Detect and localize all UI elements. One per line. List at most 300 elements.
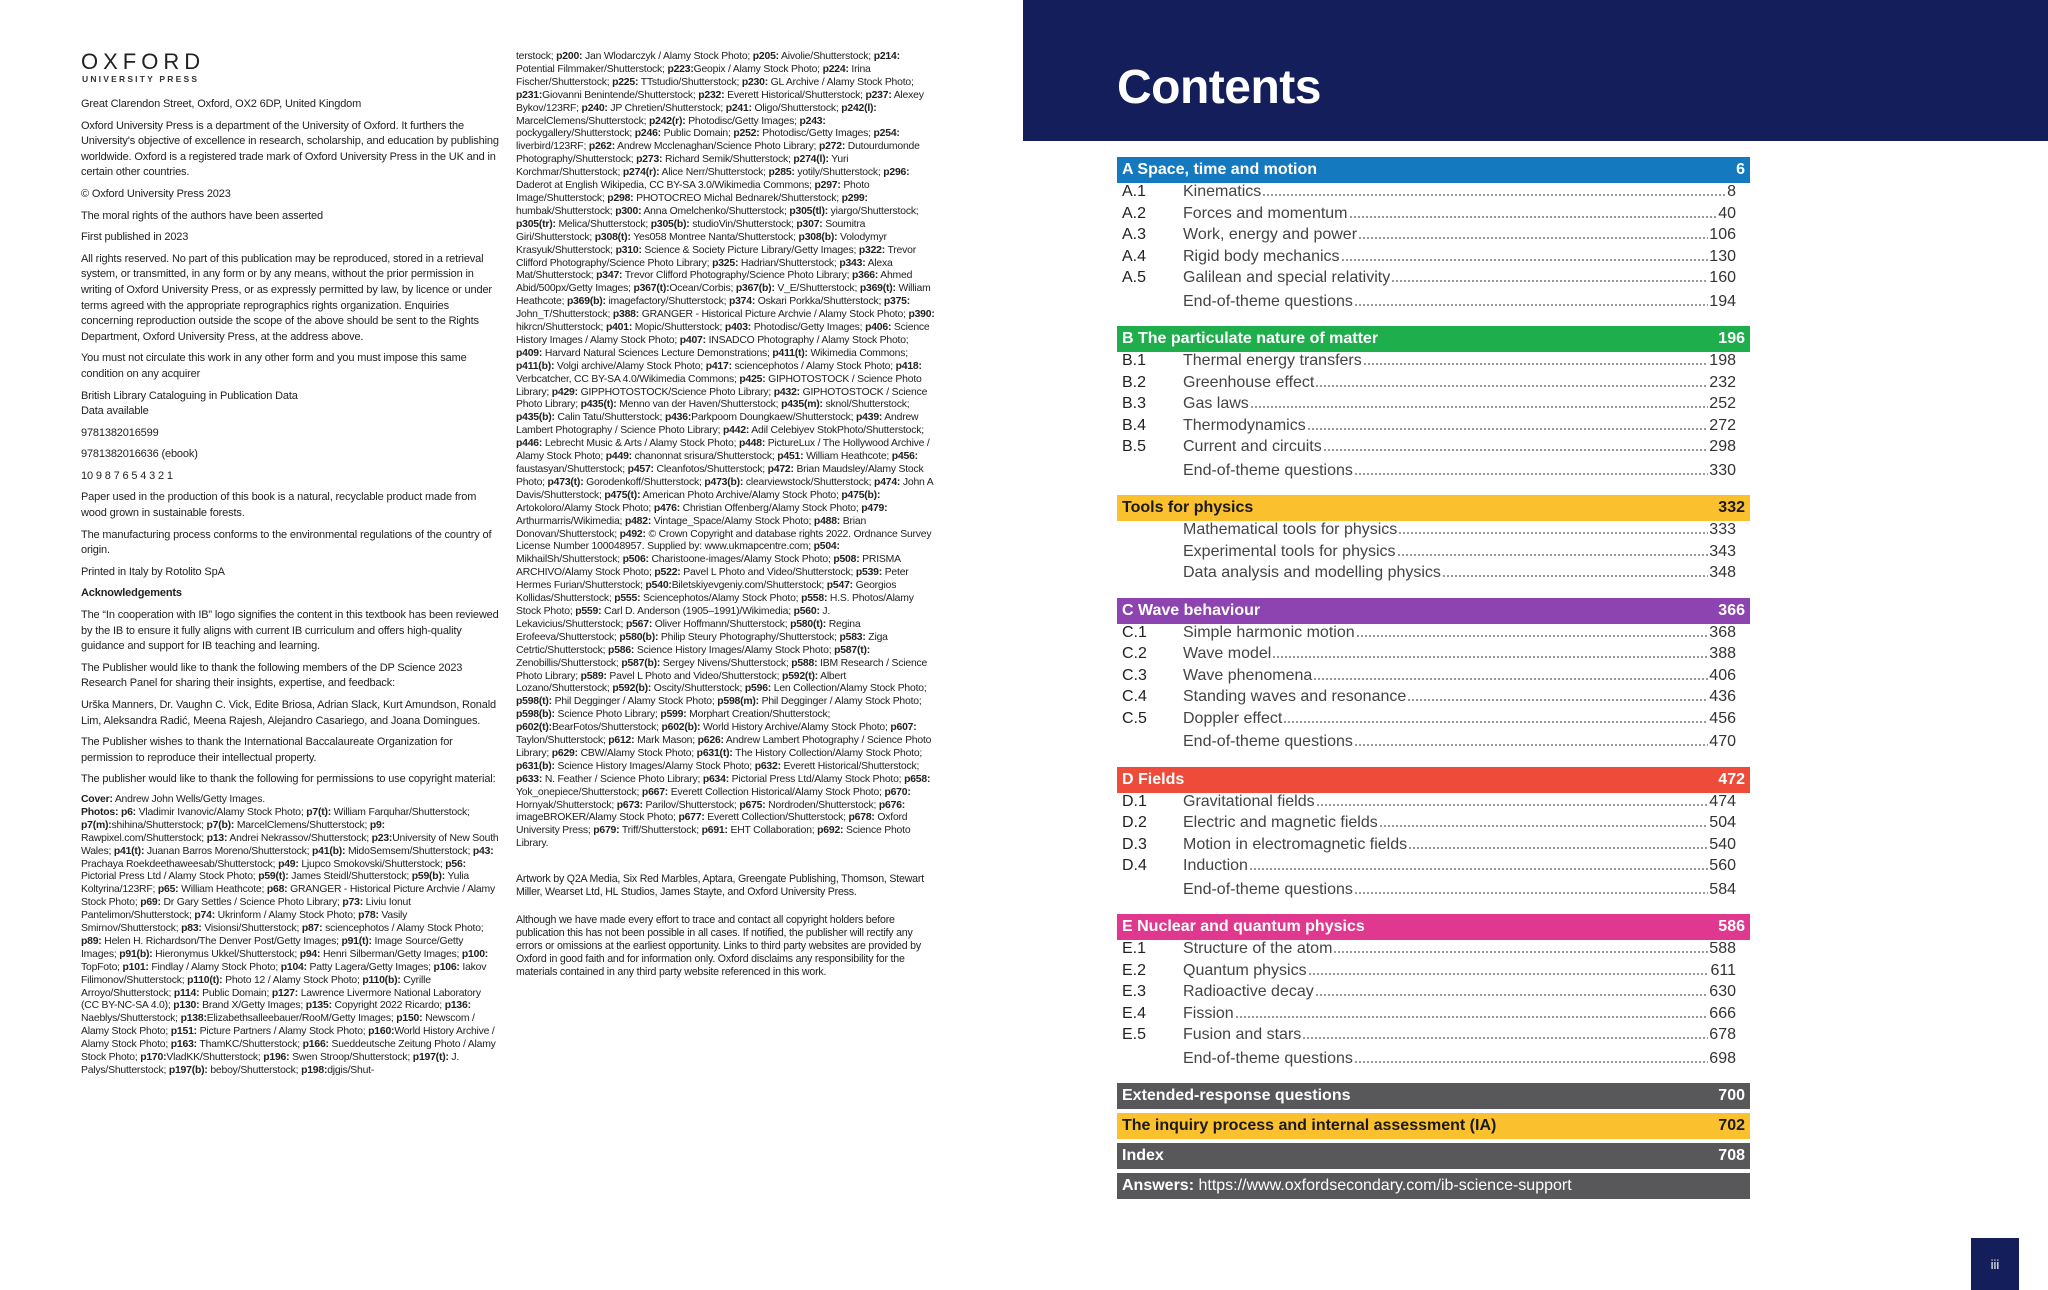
credit-page-ref: p310: (615, 244, 642, 256)
credit-page-ref: p555: (614, 593, 641, 605)
entry-page: 388 (1709, 645, 1736, 662)
credit-source: Adil Celebiyev StokPhoto/Shutterstock; (749, 425, 924, 437)
credit-source: William Heathcote; (803, 451, 892, 463)
toc-entry[interactable] (1117, 1026, 1750, 1048)
credit-page-ref: p23: (371, 832, 393, 844)
entry-code: C.5 (1122, 709, 1147, 727)
credit-source: yiargo/Shutterstock; (827, 205, 919, 217)
entry-title: Electric and magnetic fields (1183, 814, 1378, 831)
credit-source: liverbird/123RF; (516, 141, 589, 153)
credit-page-ref: p435(m): (781, 399, 823, 411)
toc-entry[interactable] (1117, 1005, 1750, 1027)
entry-title: Wave phenomena (1183, 666, 1313, 684)
credit-page-ref: p583: (839, 631, 866, 643)
dot-leader (1316, 796, 1709, 806)
toc-entry[interactable] (1117, 857, 1750, 879)
entry-title: End-of-theme questions (1183, 880, 1353, 898)
dot-leader (1363, 355, 1709, 365)
credit-page-ref: p558: (801, 593, 828, 605)
credit-source: Gorodenkoff/Shutterstock; (583, 476, 705, 488)
entry-code: E.2 (1122, 961, 1147, 979)
entry-code: D.1 (1122, 792, 1147, 810)
credit-page-ref: p237: (865, 89, 892, 101)
toc-section (1117, 495, 1750, 586)
contents-header (1023, 0, 2048, 141)
credit-source: Volodymyr Krasyuk/Shutterstock; (516, 231, 887, 256)
isbn-ebook: 9781382016636 (ebook) (81, 448, 198, 461)
credit-source: Hadrian/Shutterstock; (738, 257, 840, 269)
entry-title: Induction (1183, 857, 1248, 874)
credit-page-ref: p252: (733, 128, 760, 140)
credit-source: TopFoto; (81, 961, 123, 973)
toc-back-matter (1117, 1083, 1750, 1199)
credit-source: sknol/Shutterstock; (822, 399, 910, 411)
credit-page-ref: p308(b): (798, 231, 838, 243)
credit-page-ref: p7(m): (81, 819, 112, 831)
credit-page-ref: p599: (660, 709, 687, 721)
dot-leader (1333, 943, 1708, 953)
credit-source: Sueddeutsche Zeitung Photo / Alamy Stock Photo; (81, 1039, 496, 1064)
credit-source: beboy/Shutterstock; (207, 1065, 302, 1076)
credit-page-ref: p104: (280, 961, 307, 973)
credit-page-ref: p106: (433, 961, 460, 973)
credit-page-ref: p633: (516, 773, 543, 785)
page-title: Contents (1117, 61, 1321, 114)
ack-panel-names: Urška Manners, Dr. Vaughn C. Vick, Edite Briosa, Adrian Slack, Kurt Amundson, Ronald Lim, Aleksandra Radić, Meena Rajesh, Alejandro Casariego, and Joana Domingues. (81, 699, 496, 727)
credits-column (516, 51, 936, 994)
credit-source: Geopix / Alamy Stock Photo; (693, 63, 823, 75)
entry-page: 456 (1709, 709, 1736, 727)
credit-source: GIPPHOTOSTOCK/Science Photo Library; (577, 386, 774, 398)
entry-title: Rigid body mechanics (1183, 247, 1340, 265)
credit-page-ref: p274(l): (793, 154, 829, 166)
answers-link-bar[interactable] (1117, 1173, 1750, 1199)
section-title: B The particulate nature of matter (1122, 330, 1379, 347)
credit-page-ref: p91(t): (341, 935, 372, 947)
entry-title: End-of-theme questions (1183, 1049, 1353, 1067)
credit-source: Rawpixel.com/Shutterstock; (81, 832, 207, 844)
credit-source: Volgi archive/Alamy Stock Photo; (554, 360, 706, 372)
cover-credit (81, 794, 499, 807)
credit-page-ref: p388: (612, 309, 640, 321)
credit-source: Public Domain; (199, 987, 272, 999)
credit-source: James Steidl/Shutterstock; (288, 871, 412, 883)
credit-source: Wikimedia Commons; (807, 347, 908, 359)
entry-code: A.1 (1122, 183, 1147, 200)
credit-source: John_T/Shutterstock; (516, 309, 613, 321)
toc-entry[interactable] (1117, 940, 1750, 962)
credit-source: J. Palys/Shutterstock; (81, 1052, 460, 1076)
entry-title: Standing waves and resonance (1183, 688, 1407, 705)
toc-entry[interactable] (1117, 688, 1750, 710)
credit-source: yotily/Shutterstock; (794, 167, 884, 179)
ack-ib-logo: The “In cooperation with IB” logo signifies the content in this textbook has been reviewed by the IB to ensure it fully aligns with current IB curriculum and offers high-quality guidance and support for IB teaching and learning. (81, 609, 499, 653)
credit-page-ref: p407: (679, 334, 706, 346)
credit-page-ref: p475(t): (604, 489, 641, 501)
credit-source: Pavel L Photo and Video/Shutterstock; (606, 670, 783, 682)
answers-label: Answers: (1122, 1177, 1195, 1194)
credit-source: Naeblys/Shutterstock; (81, 1013, 181, 1025)
credit-page-ref: p197(t): (412, 1052, 449, 1064)
credit-source: Dutourdumonde Photography/Shutterstock; (516, 141, 920, 166)
toc-entry[interactable] (1117, 248, 1750, 270)
toc-entry[interactable] (1117, 814, 1750, 836)
copyright-disclaimer: Although we have made every effort to trace and contact all copyright holders before publication this has not been possible in all cases. If notified, the publisher will rectify any errors or omissions at the earliest opportunity. Links to third party websites are provided by Oxford in good faith and for information only. Oxford disclaims any responsibility for the materials contained in any third party website referenced in this work. (516, 913, 921, 979)
credit-source: Juanan Barros Moreno/Shutterstock; (144, 845, 313, 857)
credit-page-ref: p114: (173, 987, 200, 999)
credit-source: Parilov/Shutterstock; (642, 799, 740, 811)
toc-entry[interactable] (1117, 564, 1750, 586)
credit-source: EHT Collaboration; (727, 825, 818, 837)
credit-source: djgis/Shut- (327, 1065, 375, 1076)
credit-source: American Photo Archive/Alamy Stock Photo; (640, 489, 842, 501)
credit-page-ref: p634: (702, 773, 729, 785)
credit-source: IBM Research / Science Photo Library; (516, 657, 928, 682)
credit-source: Science History Images / Alamy Stock Photo; (516, 322, 930, 346)
toc-entry-end-of-theme[interactable] (1117, 733, 1750, 755)
manufacturing-notice: The manufacturing process conforms to the environmental regulations of the country of origin. (81, 528, 492, 557)
credit-page-ref: p588: (791, 657, 818, 669)
toc-entry[interactable] (1117, 962, 1750, 984)
section-page: 196 (1718, 330, 1745, 347)
section-header[interactable] (1117, 767, 1750, 793)
credit-source: shihina/Shutterstock; (111, 819, 207, 831)
entry-title: Kinematics (1183, 183, 1262, 200)
credit-source: Phil Degginger / Alamy Stock Photo; (551, 696, 718, 708)
cip-line-1: British Library Cataloguing in Publication Data (81, 389, 298, 402)
toc-entry[interactable] (1117, 710, 1750, 732)
credit-page-ref: p631(t): (696, 747, 733, 759)
credit-page-ref: p232: (698, 89, 725, 101)
credit-source: hikrcn/Shutterstock; (516, 322, 606, 334)
credit-source: sciencephotos / Alamy Stock Photo; (322, 923, 484, 935)
credit-source: Parkpoom Doungkaew/Shutterstock; (691, 412, 857, 424)
credit-source: Pictorial Press Ltd / Alamy Stock Photo; (81, 871, 259, 883)
credit-page-ref: p492: (619, 528, 646, 540)
credit-source: Vasily Smirnov/Shutterstock; (81, 910, 408, 935)
credit-page-ref: p406: (865, 322, 892, 334)
credit-page-ref: p166: (302, 1039, 329, 1051)
toc-entry[interactable] (1117, 645, 1750, 667)
credit-page-ref: p675: (739, 799, 766, 811)
credit-source: Peter Hermes Furian/Shutterstock; (516, 567, 909, 592)
entry-page: 540 (1709, 835, 1736, 853)
imprint-column (81, 50, 499, 1084)
credit-source: Oligo/Shutterstock; (751, 102, 842, 114)
entry-page: 252 (1709, 395, 1736, 412)
credit-page-ref: p475(b): (841, 489, 881, 501)
credit-page-ref: p110(t): (187, 974, 223, 986)
credit-source: Sciencephotos/Alamy Stock Photo; (640, 593, 802, 605)
entry-page: 130 (1709, 247, 1736, 265)
credit-page-ref: p242(l): (841, 102, 877, 114)
credit-source: sciencephotos / Alamy Stock Photo; (731, 360, 896, 372)
back-matter-item[interactable] (1117, 1083, 1750, 1109)
credit-source: Taylon/Shutterstock; (516, 735, 609, 747)
credit-source: Public Domain; (660, 128, 734, 140)
cover-credit-label: Cover: (81, 793, 113, 805)
credit-page-ref: p347: (596, 270, 623, 282)
entry-title: End-of-theme questions (1183, 461, 1353, 479)
printer: Printed in Italy by Rotolito SpA (81, 565, 225, 578)
section-page: 708 (1718, 1147, 1745, 1164)
credit-source: Yuri Korchmar/Shutterstock; (516, 154, 849, 179)
entry-page: 474 (1709, 792, 1736, 810)
credit-page-ref: p325: (712, 257, 739, 269)
dot-leader (1391, 272, 1708, 282)
toc-entry[interactable] (1117, 395, 1750, 417)
section-page: 700 (1718, 1087, 1745, 1104)
credit-page-ref: p673: (616, 799, 643, 811)
credit-page-ref: p508: (833, 554, 860, 566)
credit-page-ref: p435(b): (516, 412, 555, 424)
credit-source: Giovanni Benintende/Shutterstock; (542, 89, 699, 101)
entry-code: C.1 (1122, 623, 1147, 641)
entry-code: B.1 (1122, 352, 1147, 369)
entry-code: B.2 (1122, 373, 1147, 391)
credit-source: Oskari Porkka/Shutterstock; (755, 296, 884, 308)
credit-page-ref: p59(b): (411, 871, 445, 883)
credit-page-ref: p482: (624, 515, 652, 527)
credit-source: MarcelClemens/Shutterstock; (516, 115, 649, 127)
dot-leader (1250, 398, 1709, 408)
credit-page-ref: p110(b): (362, 974, 401, 986)
credit-source: John A Davis/Shutterstock; (516, 476, 933, 501)
credit-page-ref: p224: (822, 63, 849, 75)
credit-page-ref: p243: (799, 115, 826, 127)
dot-leader (1354, 884, 1708, 894)
back-matter-item[interactable] (1117, 1113, 1750, 1139)
credit-source: MarcelClemens/Shutterstock; (234, 819, 370, 831)
credit-source: humbak/Shutterstock; (516, 205, 616, 217)
credit-source: Nordroden/Shutterstock; (765, 799, 879, 811)
toc-section (1117, 326, 1750, 483)
dot-leader (1313, 670, 1708, 680)
credit-source: GRANGER - Historical Picture Archvie / Alamy Stock Photo; (639, 309, 909, 321)
credit-source: PHOTOCREO Michal Bednarek/Shutterstock; (633, 192, 842, 204)
credit-page-ref: p539: (855, 567, 883, 579)
page-number: iii (1971, 1238, 2019, 1290)
entry-code: B.5 (1122, 438, 1147, 455)
credit-page-ref: p9: (369, 819, 385, 831)
entry-code: E.4 (1122, 1004, 1147, 1022)
credit-source: VladKK/Shutterstock; (166, 1052, 264, 1064)
credit-page-ref: p439: (856, 412, 883, 424)
credit-source: Triff/Shutterstock; (619, 825, 702, 837)
entry-title: Fusion and stars (1183, 1026, 1302, 1043)
section-page: 702 (1718, 1117, 1745, 1134)
logo-wordmark: OXFORD (81, 49, 206, 74)
credit-page-ref: p41(b): (312, 845, 346, 857)
logo-subtitle: UNIVERSITY PRESS (82, 74, 200, 84)
section-header[interactable] (1117, 326, 1750, 352)
toc-entry[interactable] (1117, 374, 1750, 396)
credit-source: Ziga Cetrtic/Shutterstock; (516, 631, 888, 656)
section-title: E Nuclear and quantum physics (1122, 918, 1365, 935)
section-header[interactable] (1117, 914, 1750, 940)
ack-permissions: The publisher would like to thank the following for permissions to use copyright material: (81, 773, 496, 786)
entry-page: 666 (1709, 1004, 1736, 1022)
credit-source: GRANGER - Historical Picture Archvie / Alamy Stock Photo; (81, 884, 495, 909)
credit-source: Ljupco Smokovski/Shutterstock; (298, 858, 446, 870)
credit-page-ref: p65: (157, 884, 179, 896)
oxford-university-press-logo (81, 50, 499, 85)
credit-source: clearviewstock/Shutterstock; (743, 476, 875, 488)
credit-source: Oliver Hoffmann/Shutterstock; (652, 618, 791, 630)
credit-page-ref: p472: (767, 464, 794, 475)
credit-page-ref: p446: (516, 438, 543, 450)
entry-code: C.2 (1122, 645, 1147, 662)
credit-source: PRISMA ARCHIVO/Alamy Stock Photo; (516, 554, 901, 579)
toc-entry[interactable] (1117, 983, 1750, 1005)
section-title: A Space, time and motion (1122, 161, 1317, 178)
section-title: The inquiry process and internal assessment (IA) (1122, 1117, 1497, 1134)
credit-page-ref: p7(t): (306, 806, 331, 818)
credit-source: Harvard Natural Sciences Lecture Demonstrations; (542, 347, 773, 359)
credit-source: Copyright 2022 Ricardo; (331, 1000, 445, 1012)
entry-code: A.2 (1122, 204, 1147, 222)
copyright-line: © Oxford University Press 2023 (81, 187, 231, 200)
entry-code: C.3 (1122, 666, 1147, 684)
credit-source: Christian Offenberg/Alamy Stock Photo; (679, 502, 862, 514)
credit-source: PictureLux / The Hollywood Archive / Alamy Stock Photo; (516, 438, 930, 463)
credit-source: Regina Erofeeva/Shutterstock; (516, 618, 861, 643)
dot-leader (1354, 465, 1708, 475)
credit-page-ref: p100: (461, 948, 489, 960)
dot-leader (1315, 377, 1708, 387)
credit-page-ref: p435(t): (580, 399, 617, 411)
table-of-contents (1117, 157, 1750, 1203)
dot-leader (1398, 524, 1708, 534)
credit-source: Everett Historical/Shutterstock; (724, 89, 866, 101)
isbn: 9781382016599 (81, 426, 159, 439)
credit-page-ref: p366: (851, 270, 879, 282)
credit-source: chanonnat srisura/Shutterstock; (631, 451, 778, 463)
credit-source: © Crown Copyright and database rights 2022. Ordnance Survey License Number 100048957. Supplied by: www.ukmapcentre.com; (516, 528, 932, 553)
credit-page-ref: p254: (873, 128, 900, 140)
credit-source: Yok_onepiece/Shutterstock; (516, 786, 642, 798)
credit-source: Brand X/Getty Images; (199, 1000, 306, 1012)
toc-entry[interactable] (1117, 352, 1750, 374)
toc-entry[interactable] (1117, 793, 1750, 815)
dot-leader (1354, 1053, 1708, 1063)
toc-entry[interactable] (1117, 183, 1750, 205)
entry-page: 678 (1709, 1026, 1736, 1043)
cover-credit-text: Andrew John Wells/Getty Images. (112, 793, 265, 805)
toc-entry[interactable] (1117, 624, 1750, 646)
credit-source: William Heathcote; (516, 283, 931, 308)
toc-entry-end-of-theme[interactable] (1117, 881, 1750, 903)
credit-source: Alexa Mat/Shutterstock; (516, 257, 893, 282)
credit-source: Artokoloro/Alamy Stock Photo; (516, 502, 654, 514)
toc-entry[interactable] (1117, 836, 1750, 858)
toc-entry-end-of-theme[interactable] (1117, 462, 1750, 484)
toc-entry[interactable] (1117, 269, 1750, 291)
toc-entry[interactable] (1117, 667, 1750, 689)
entry-page: 611 (1710, 961, 1736, 979)
credit-page-ref: p596: (744, 683, 772, 695)
credit-page-ref: p308(t): (594, 231, 631, 243)
toc-entry[interactable] (1117, 417, 1750, 439)
credit-page-ref: p91(b): (119, 948, 153, 960)
credit-page-ref: p411(t): (772, 347, 808, 359)
section-header[interactable] (1117, 598, 1750, 624)
ack-research-panel: The Publisher would like to thank the following members of the DP Science 2023 Research Panel for sharing their insights, expertise, and feedback: (81, 661, 463, 690)
credit-page-ref: p504: (813, 541, 840, 553)
section-page: 472 (1718, 770, 1745, 788)
credit-page-ref: p417: (705, 360, 732, 372)
circulation-notice: You must not circulate this work in any other form and you must impose this same condition on any acquirer (81, 352, 467, 380)
entry-page: 194 (1709, 292, 1736, 310)
entry-code: E.5 (1122, 1026, 1147, 1043)
credit-source: TTstudio/Shutterstock; (638, 76, 742, 88)
credit-page-ref: p626: (697, 735, 724, 747)
dot-leader (1315, 986, 1709, 996)
toc-entry[interactable] (1117, 205, 1750, 227)
credit-page-ref: p13: (206, 832, 228, 844)
publisher-about: Oxford University Press is a department of the University of Oxford. It furthers the University's objective of excellence in research, scholarship, and education by publishing worldwide. Oxford is a registered trade mark of Oxford University Press in the UK and in certain other countries. (81, 119, 499, 179)
publisher-address: Great Clarendon Street, Oxford, OX2 6DP, United Kingdom (81, 98, 362, 110)
credit-source: Oxford University Press; (516, 812, 908, 837)
credit-page-ref: p83: (181, 923, 202, 935)
credit-page-ref: p240: (581, 102, 608, 114)
credit-source: Charistoone-images/Alamy Stock Photo; (648, 554, 834, 566)
credit-page-ref: p456: (891, 451, 918, 463)
answers-url[interactable]: https://www.oxfordsecondary.com/ib-science-support (1194, 1177, 1572, 1194)
credit-page-ref: p429: (551, 386, 578, 398)
credit-page-ref: p127: (271, 987, 299, 999)
entry-page: 198 (1709, 352, 1736, 369)
toc-entry[interactable] (1117, 226, 1750, 248)
toc-section (1117, 598, 1750, 755)
credit-source: Lawrence Livermore National Laboratory (CC BY-NC-SA 4.0); (81, 987, 481, 1012)
credit-page-ref: p473(t): (547, 476, 584, 488)
credit-source: Sergey Nivens/Shutterstock; (660, 657, 792, 669)
credit-page-ref: p138: (180, 1013, 207, 1025)
section-page: 332 (1718, 499, 1745, 516)
toc-entry[interactable] (1117, 521, 1750, 543)
dot-leader (1341, 251, 1709, 261)
toc-entry[interactable] (1117, 543, 1750, 565)
credit-page-ref: p448: (738, 438, 766, 450)
credit-source: Cleanfotos/Shutterstock; (653, 464, 768, 475)
credit-source: Science Photo Library; (554, 709, 661, 721)
credit-page-ref: p59(t): (258, 871, 289, 883)
credit-page-ref: p631(b): (516, 760, 555, 772)
toc-entry-end-of-theme[interactable] (1117, 1050, 1750, 1072)
credit-page-ref: p580(t): (790, 618, 827, 630)
toc-entry[interactable] (1117, 438, 1750, 460)
cip-data (81, 389, 499, 420)
entry-title: Experimental tools for physics (1183, 542, 1396, 560)
entry-code: D.3 (1122, 835, 1147, 853)
credit-page-ref: p658: (904, 773, 931, 785)
back-matter-item[interactable] (1117, 1143, 1750, 1169)
section-title: Tools for physics (1122, 499, 1254, 516)
section-header[interactable] (1117, 495, 1750, 521)
dot-leader (1308, 965, 1710, 975)
dot-leader (1249, 860, 1708, 870)
credit-page-ref: p343: (839, 257, 866, 269)
section-header[interactable] (1117, 157, 1750, 183)
entry-code: E.3 (1122, 983, 1147, 1000)
credit-page-ref: p375: (883, 296, 911, 308)
toc-entry-end-of-theme[interactable] (1117, 293, 1750, 315)
credit-source: CBW/Alamy Stock Photo; (577, 747, 697, 759)
credit-page-ref: p299: (841, 192, 868, 204)
credit-page-ref: p488: (813, 515, 841, 527)
credit-source: Andrew Lambert Photography / Science Photo Library; (516, 412, 919, 437)
